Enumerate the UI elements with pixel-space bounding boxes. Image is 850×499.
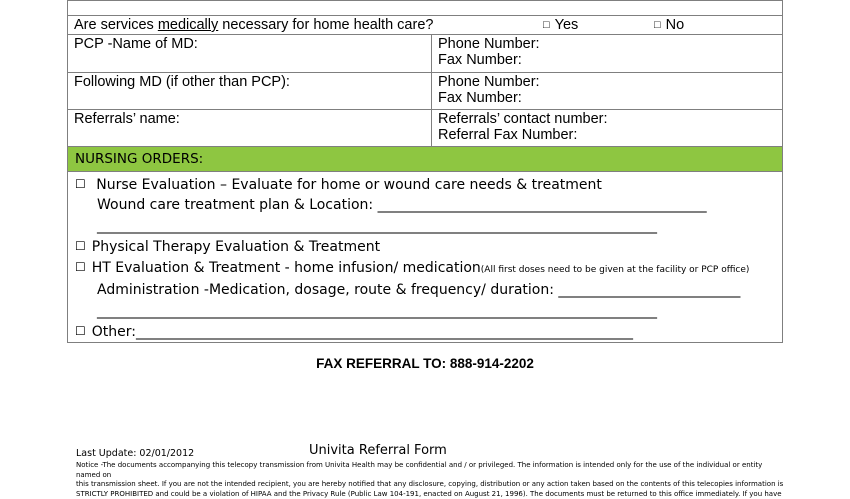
ht-evaluation-item[interactable]	[75, 257, 776, 280]
pcp-name-label: PCP -Name of MD:	[74, 36, 198, 52]
referral-row	[68, 110, 783, 147]
pt-evaluation-label: Physical Therapy Evaluation & Treatment	[92, 239, 380, 255]
following-md-row	[68, 73, 783, 110]
medical-necessity-cell	[68, 16, 783, 35]
notice-line: STRICTLY PROHIBITED and could be a violation of HIPAA and the Privacy Rule (Public Law 104-191, enacted on August 21, 1996). The documents must be returned to this office immediately. If you have	[76, 490, 786, 499]
pcp-fax-label: Fax Number:	[438, 52, 776, 68]
administration-blank-line[interactable]: ________________________________________________________________________________	[75, 301, 776, 321]
confidentiality-notice	[76, 461, 786, 486]
nurse-evaluation-item[interactable]	[75, 174, 776, 195]
top-blank-row	[68, 1, 783, 16]
referral-contact-field[interactable]	[432, 110, 783, 147]
referral-fax-label: Referral Fax Number:	[438, 127, 776, 143]
pcp-contact-field[interactable]	[432, 35, 783, 73]
yes-option[interactable]	[543, 17, 578, 33]
yes-label: Yes	[555, 17, 579, 33]
other-item[interactable]	[75, 321, 776, 342]
nursing-orders-row	[68, 172, 783, 343]
following-fax-label: Fax Number:	[438, 90, 776, 106]
no-label: No	[666, 17, 685, 33]
referral-name-label: Referrals’ name:	[74, 111, 180, 127]
medical-necessity-row	[68, 16, 783, 35]
notice-line: Notice -The documents accompanying this telecopy transmission from Univita Health may be confidential and / or privileged. The information is intended only for the use of the individual or entity named on	[76, 461, 786, 480]
wound-care-blank-line[interactable]: ________________________________________________________________________________	[75, 216, 776, 236]
fax-referral-number: FAX REFERRAL TO: 888-914-2202	[0, 356, 850, 371]
nursing-orders-cell	[68, 172, 783, 343]
pcp-name-field[interactable]	[68, 35, 432, 73]
ht-evaluation-note: (All first doses need to be given at the facility or PCP office)	[481, 265, 750, 275]
wound-care-plan-line[interactable]: Wound care treatment plan & Location: _______________________________________________	[75, 195, 776, 215]
following-md-contact-field[interactable]	[432, 73, 783, 110]
ht-evaluation-label: HT Evaluation & Treatment - home infusion/ medication	[92, 260, 481, 276]
medical-necessity-question: Are services medically necessary for home health care?	[74, 17, 433, 33]
ht-evaluation-checkbox[interactable]: ☐	[75, 260, 86, 274]
pt-evaluation-item[interactable]	[75, 236, 776, 257]
no-checkbox[interactable]: □	[654, 19, 661, 31]
following-md-label: Following MD (if other than PCP):	[74, 74, 290, 90]
notice-line: this transmission sheet. If you are not the intended recipient, you are hereby notified that any disclosure, copying, distribution or any action taken based on the contents of this telecopies information is	[76, 480, 786, 490]
other-label: Other:_______________________________________________________________________	[92, 324, 633, 340]
referral-name-field[interactable]	[68, 110, 432, 147]
pt-evaluation-checkbox[interactable]: ☐	[75, 239, 86, 253]
yes-checkbox[interactable]: □	[543, 19, 550, 31]
pcp-phone-label: Phone Number:	[438, 36, 776, 52]
administration-line[interactable]: Administration -Medication, dosage, route & frequency/ duration: __________________________	[75, 280, 776, 300]
following-phone-label: Phone Number:	[438, 74, 776, 90]
nurse-evaluation-label: Nurse Evaluation – Evaluate for home or wound care needs & treatment	[96, 177, 602, 193]
no-option[interactable]	[654, 17, 684, 33]
top-blank-cell[interactable]	[68, 1, 783, 16]
nursing-orders-heading: NURSING ORDERS:	[68, 147, 783, 172]
nursing-orders-header-row	[68, 147, 783, 172]
other-checkbox[interactable]: ☐	[75, 324, 86, 338]
referral-form-table	[67, 0, 783, 343]
following-md-field[interactable]	[68, 73, 432, 110]
referral-contact-label: Referrals’ contact number:	[438, 111, 776, 127]
form-name: Univita Referral Form	[309, 443, 447, 458]
pcp-row	[68, 35, 783, 73]
nurse-evaluation-checkbox[interactable]: ☐	[75, 177, 86, 191]
last-update: Last Update: 02/01/2012	[76, 448, 194, 459]
